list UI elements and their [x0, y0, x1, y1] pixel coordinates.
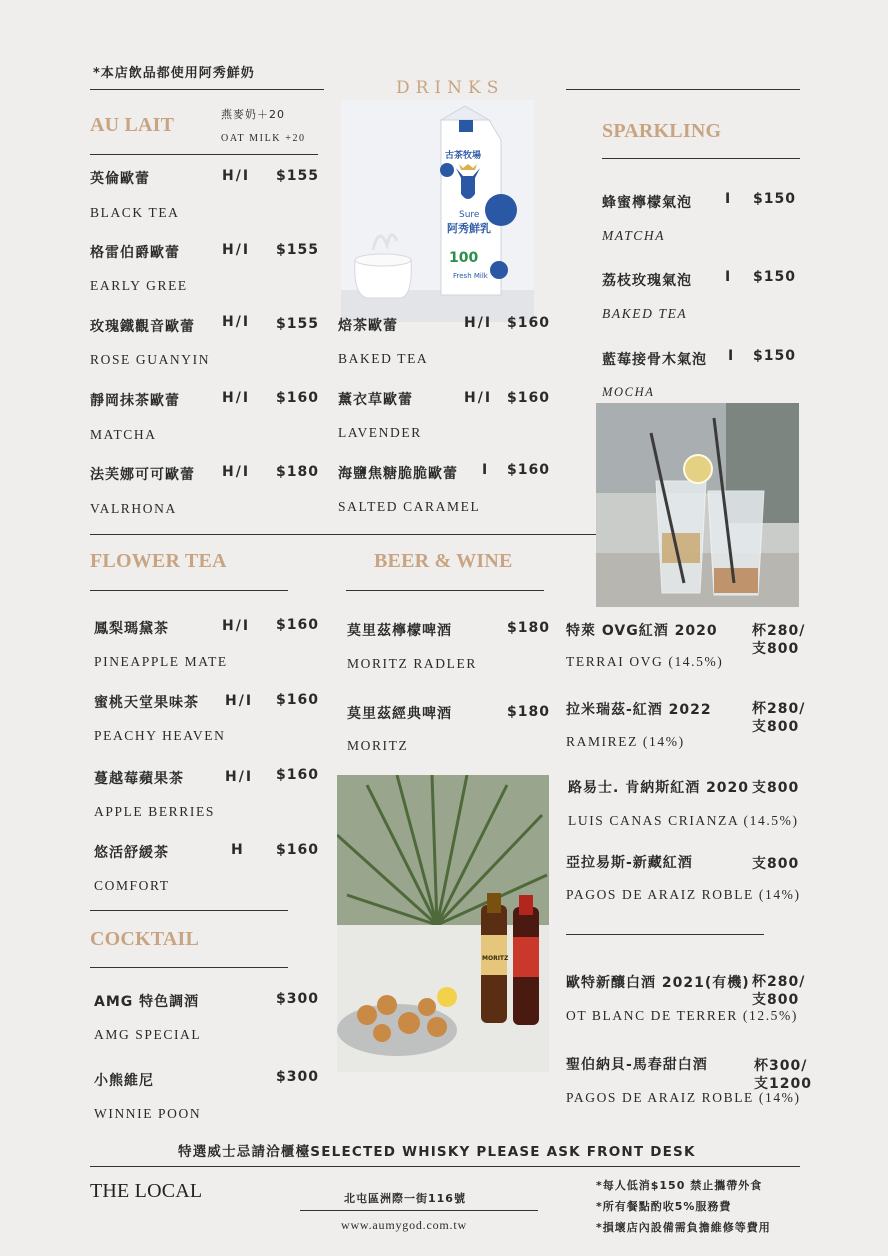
- menu-item-name: 蔓越莓蘋果茶: [94, 771, 184, 787]
- menu-item-en: MORITZ RADLER: [347, 656, 477, 671]
- menu-item-name: 悠活舒緩茶: [94, 845, 169, 861]
- menu-item-price: $180: [507, 620, 550, 636]
- menu-item-en: PINEAPPLE MATE: [94, 654, 228, 669]
- temp-option: H/I: [222, 242, 251, 258]
- menu-item-name: 莫里茲經典啤酒: [347, 706, 452, 722]
- menu-item-en: LAVENDER: [338, 425, 422, 440]
- menu-item-name: 鳳梨瑪黛茶: [94, 621, 169, 637]
- temp-option: I: [482, 462, 490, 478]
- carton-text-name: 阿秀鮮乳: [447, 222, 491, 235]
- menu-item-name: 蜜桃天堂果味茶: [94, 695, 199, 711]
- divider: [90, 89, 324, 90]
- menu-item-name: 荔枝玫瑰氣泡: [602, 273, 692, 289]
- menu-item-name: 海鹽焦糖脆脆歐蕾: [338, 466, 458, 482]
- temp-option: I: [728, 348, 736, 364]
- menu-item-en: SALTED CARAMEL: [338, 499, 481, 514]
- wine-price-bottle: 支800: [752, 780, 800, 796]
- footer-address: 北屯區洲際一街116號: [344, 1192, 466, 1205]
- section-heading-flower-tea: FLOWER TEA: [90, 550, 227, 572]
- wine-price-bottle: 支800: [752, 856, 800, 872]
- wine-name: 歐特新釀白酒 2021(有機): [566, 975, 750, 991]
- menu-item-en: BAKED TEA: [338, 351, 429, 366]
- wine-en: OT BLANC DE TERRER (12.5%): [566, 1008, 798, 1023]
- temp-option: H/I: [225, 769, 254, 785]
- wine-name: 亞拉易斯-新藏紅酒: [566, 855, 693, 871]
- temp-option: H/I: [464, 315, 493, 331]
- menu-item-en: MORITZ: [347, 738, 409, 753]
- menu-item-en: VALRHONA: [90, 501, 177, 516]
- menu-item-en: PEACHY HEAVEN: [94, 728, 226, 743]
- menu-item-price: $300: [276, 1069, 319, 1085]
- menu-item-price: $160: [276, 842, 319, 858]
- divider: [90, 967, 288, 968]
- temp-option: H/I: [222, 390, 251, 406]
- carton-sub: Fresh Milk: [453, 272, 488, 280]
- wine-en: RAMIREZ (14%): [566, 734, 685, 749]
- sparkling-glass-icon: [596, 403, 799, 607]
- divider: [90, 590, 288, 591]
- footer-note: *損壞店內設備需負擔維修等費用: [596, 1221, 771, 1234]
- menu-item-en: APPLE BERRIES: [94, 804, 215, 819]
- menu-item-price: $160: [507, 462, 550, 478]
- menu-item-name: 小熊維尼: [94, 1073, 154, 1089]
- wine-price-glass: 杯280/: [752, 974, 806, 990]
- menu-item-price: $160: [507, 390, 550, 406]
- whisky-note: 特選威士忌請洽櫃檯SELECTED WHISKY PLEASE ASK FRONT DESK: [178, 1144, 696, 1160]
- wine-en: PAGOS DE ARAIZ ROBLE (14%): [566, 1090, 801, 1105]
- menu-item-en: MATCHA: [90, 427, 157, 442]
- wine-en: PAGOS DE ARAIZ ROBLE (14%): [566, 887, 801, 902]
- divider: [90, 534, 596, 535]
- divider: [90, 910, 288, 911]
- wine-price-bottle: 支800: [752, 719, 800, 735]
- menu-item-price: $160: [507, 315, 550, 331]
- carton-text-sure: Sure: [459, 210, 480, 220]
- menu-item-name: 焙茶歐蕾: [338, 318, 398, 334]
- oat-milk-zh: 燕麥奶＋20: [221, 108, 285, 121]
- menu-item-en: BAKED TEA: [602, 306, 688, 321]
- menu-item-en: BLACK TEA: [90, 205, 180, 220]
- oat-milk-en: OAT MILK +20: [221, 133, 306, 144]
- page-title: DRINKS: [396, 78, 505, 98]
- menu-item-price: $155: [276, 316, 319, 332]
- menu-item-price: $150: [753, 269, 796, 285]
- carton-badge: 100: [449, 250, 479, 266]
- menu-item-name: 莫里茲檸檬啤酒: [347, 623, 452, 639]
- menu-item-price: $180: [507, 704, 550, 720]
- wine-en: TERRAI OVG (14.5%): [566, 654, 724, 669]
- menu-item-price: $160: [276, 617, 319, 633]
- temp-option: I: [725, 269, 733, 285]
- beer-food-photo: [337, 775, 549, 1072]
- carton-brand: 古茶牧場: [445, 151, 482, 161]
- divider: [602, 158, 800, 159]
- cow-icon: [453, 164, 483, 208]
- sparkling-drinks-photo: [596, 403, 799, 607]
- menu-item-price: $160: [276, 390, 319, 406]
- menu-item-en: MATCHA: [602, 228, 666, 243]
- wine-name: 路易士. 肯納斯紅酒 2020: [568, 780, 750, 796]
- temp-option: H/I: [222, 168, 251, 184]
- menu-item-en: ROSE GUANYIN: [90, 352, 211, 367]
- wine-en: LUIS CANAS CRIANZA (14.5%): [568, 813, 799, 828]
- section-heading-au-lait: AU LAIT: [90, 114, 175, 136]
- section-heading-beer-wine: BEER & WINE: [374, 550, 513, 572]
- beer-bottle-icon: [337, 775, 549, 1072]
- menu-item-name: 英倫歐蕾: [90, 171, 150, 187]
- temp-option: H/I: [222, 464, 251, 480]
- wine-name: 特萊 OVG紅酒 2020: [566, 623, 718, 639]
- wine-name: 聖伯納貝-馬春甜白酒: [566, 1057, 708, 1073]
- wine-price-bottle: 支1200: [754, 1076, 812, 1092]
- section-heading-sparkling: SPARKLING: [602, 120, 722, 142]
- menu-item-price: $180: [276, 464, 319, 480]
- temp-option: H: [231, 842, 245, 858]
- wine-price-glass: 杯280/: [752, 623, 806, 639]
- milk-carton-photo: [341, 100, 534, 322]
- wine-price-glass: 杯300/: [754, 1058, 808, 1074]
- menu-item-name: 靜岡抹茶歐蕾: [90, 393, 180, 409]
- menu-item-name: 薰衣草歐蕾: [338, 392, 413, 408]
- divider: [300, 1210, 538, 1211]
- temp-option: H/I: [222, 314, 251, 330]
- menu-item-name: 格雷伯爵歐蕾: [90, 245, 180, 261]
- menu-item-en: AMG SPECIAL: [94, 1027, 202, 1042]
- menu-item-name: 法芙娜可可歐蕾: [90, 467, 195, 483]
- divider: [90, 154, 318, 155]
- menu-item-name: 蜂蜜檸檬氣泡: [602, 195, 692, 211]
- temp-option: I: [725, 191, 733, 207]
- milk-note: *本店飲品都使用阿秀鮮奶: [93, 66, 255, 81]
- menu-item-price: $160: [276, 767, 319, 783]
- menu-item-en: WINNIE POON: [94, 1106, 202, 1121]
- milk-glass-icon: [341, 100, 534, 322]
- wine-price-bottle: 支800: [752, 992, 800, 1008]
- wine-price-glass: 杯280/: [752, 701, 806, 717]
- menu-item-name: AMG 特色調酒: [94, 994, 200, 1010]
- menu-item-price: $300: [276, 991, 319, 1007]
- footer-brand: THE LOCAL: [90, 1180, 203, 1202]
- footer-website[interactable]: www.aumygod.com.tw: [341, 1218, 467, 1232]
- wine-name: 拉米瑞茲-紅酒 2022: [566, 702, 712, 718]
- footer-note: *所有餐點酌收5%服務費: [596, 1200, 732, 1213]
- menu-item-en: COMFORT: [94, 878, 170, 893]
- temp-option: H/I: [222, 618, 251, 634]
- divider: [566, 934, 764, 935]
- menu-item-name: 藍莓接骨木氣泡: [602, 352, 707, 368]
- wine-price-bottle: 支800: [752, 641, 800, 657]
- menu-item-price: $155: [276, 242, 319, 258]
- menu-item-price: $155: [276, 168, 319, 184]
- menu-item-name: 玫瑰鐵觀音歐蕾: [90, 319, 195, 335]
- menu-item-price: $160: [276, 692, 319, 708]
- temp-option: H/I: [464, 390, 493, 406]
- divider: [90, 1166, 800, 1167]
- temp-option: H/I: [225, 693, 254, 709]
- section-heading-cocktail: COCKTAIL: [90, 928, 200, 950]
- bottle-label: MORITZ: [482, 955, 509, 962]
- divider: [566, 89, 800, 90]
- footer-note: *每人低消$150 禁止攜帶外食: [596, 1179, 763, 1192]
- divider: [346, 590, 544, 591]
- menu-item-en: EARLY GREE: [90, 278, 188, 293]
- menu-item-price: $150: [753, 348, 796, 364]
- menu-item-price: $150: [753, 191, 796, 207]
- menu-item-en: MOCHA: [602, 385, 655, 399]
